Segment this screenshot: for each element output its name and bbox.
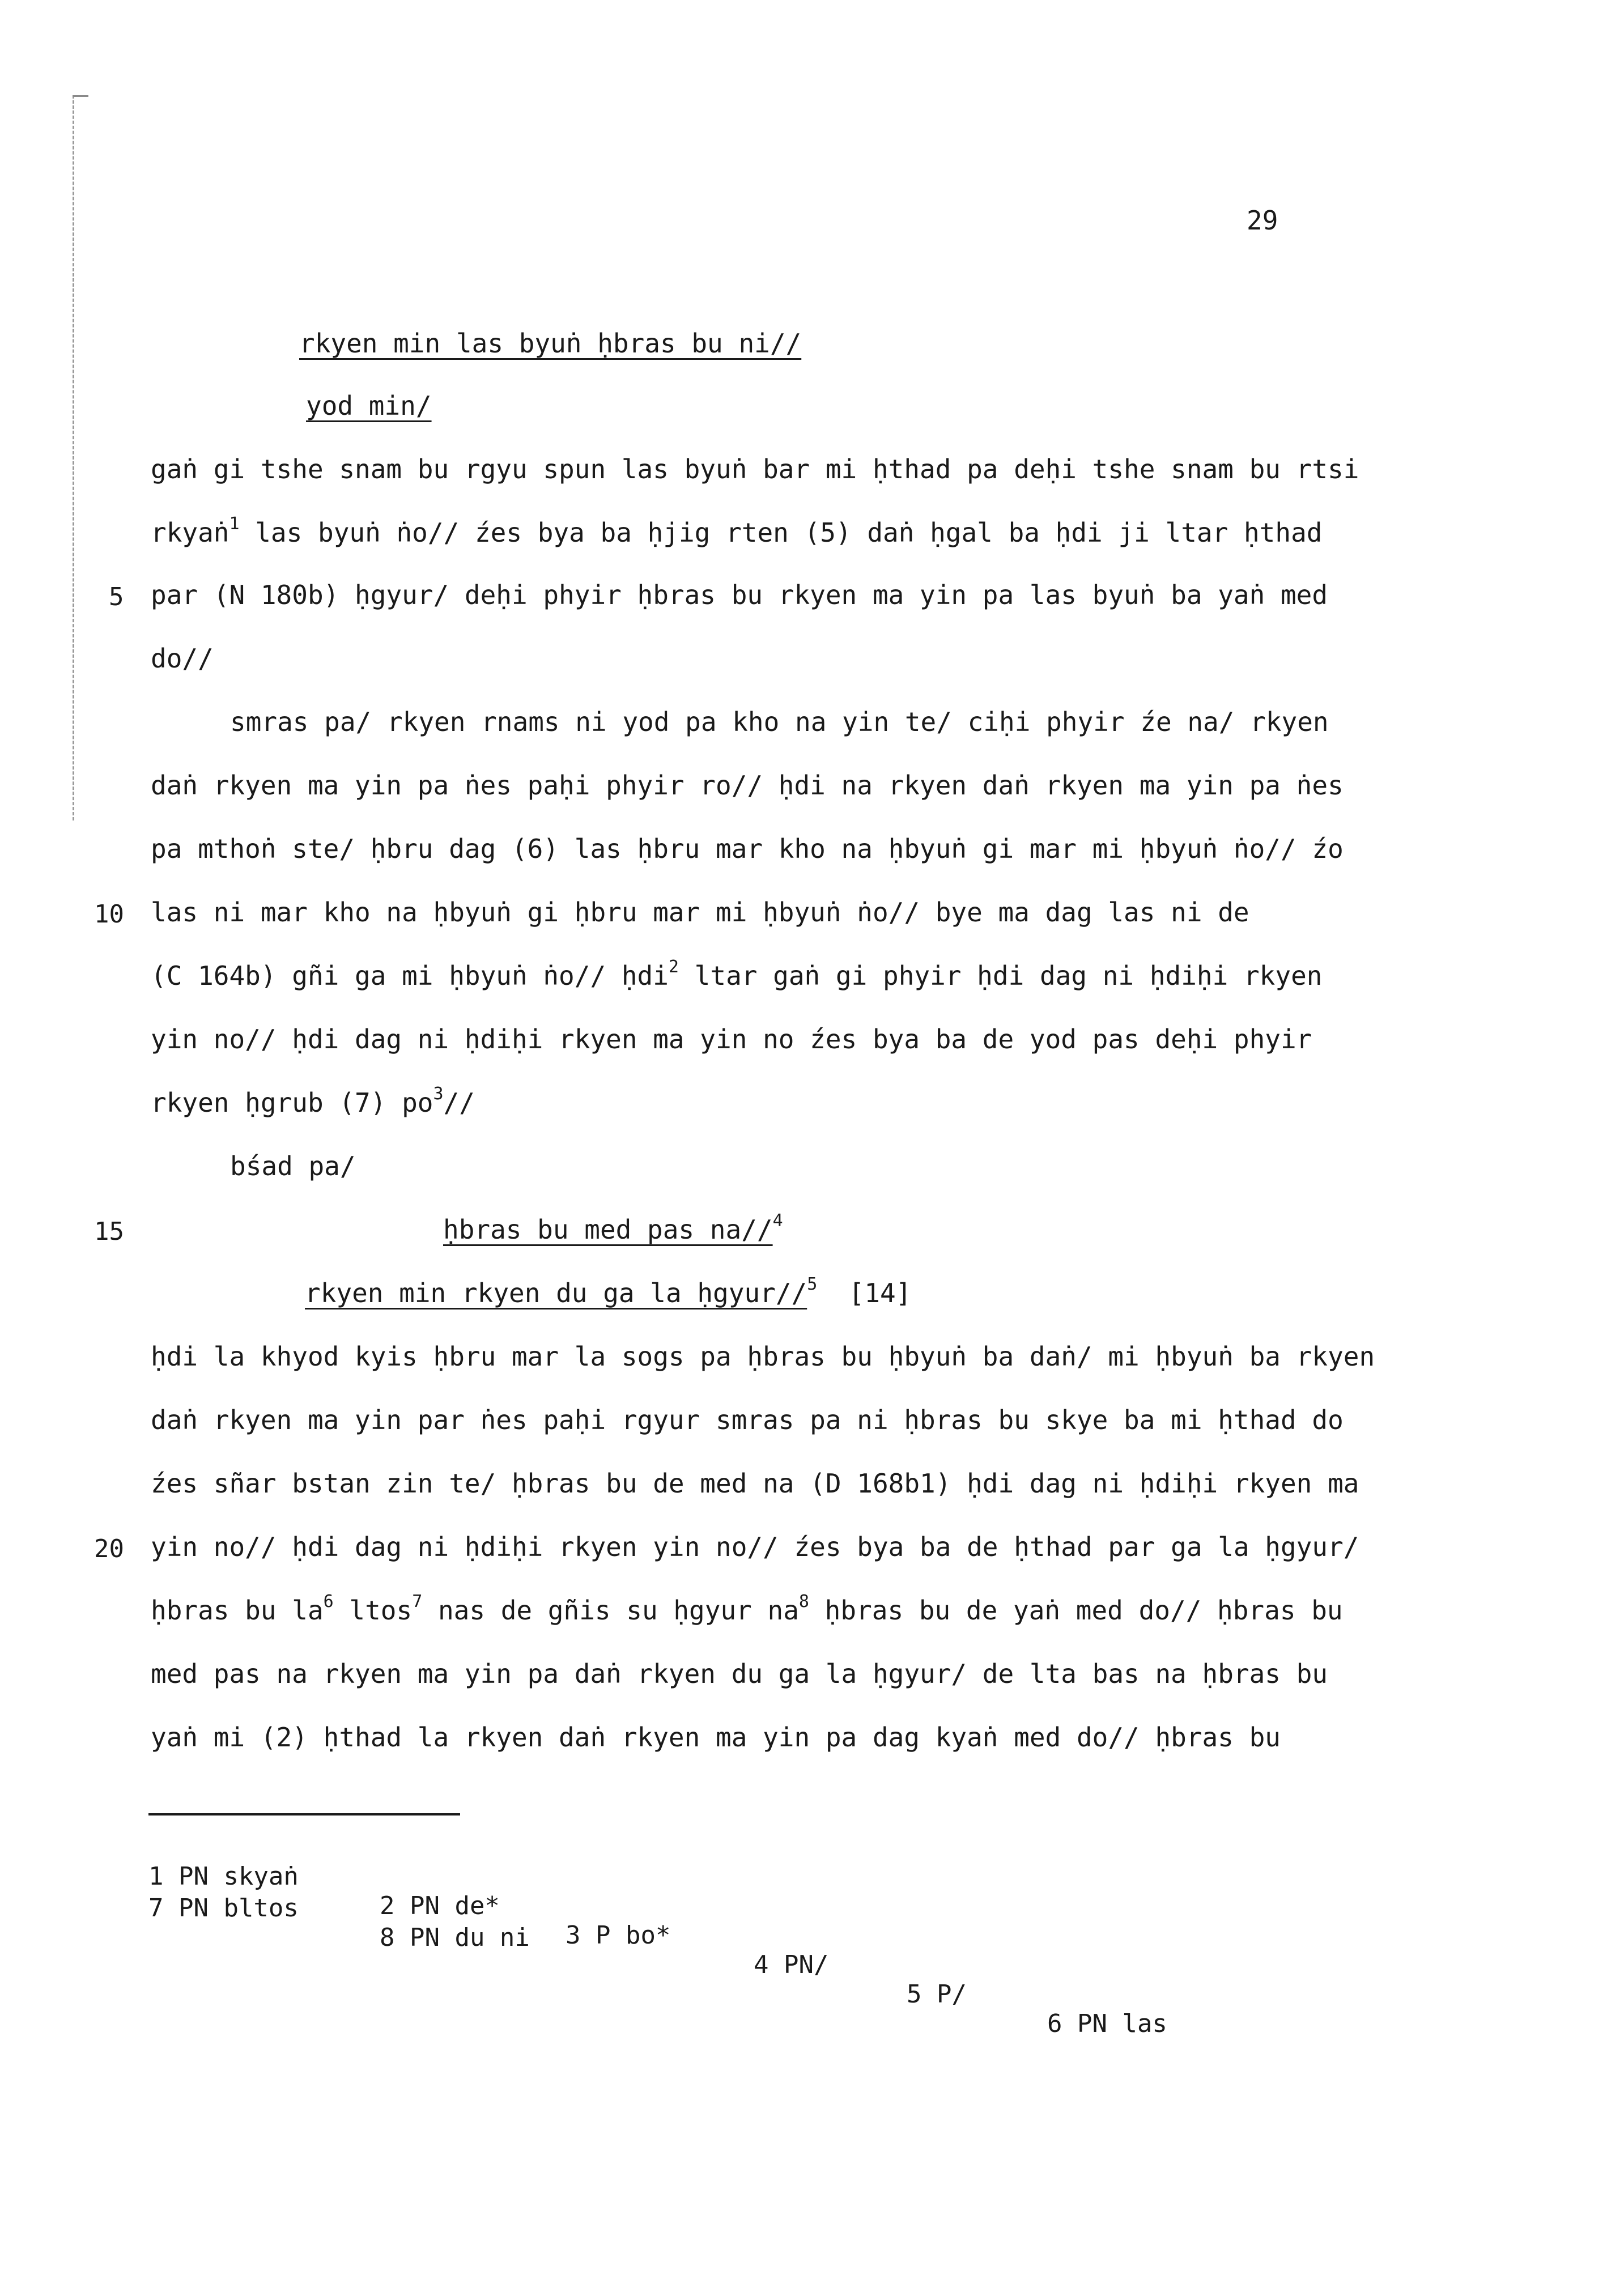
footnote-ref: 5 — [807, 1274, 818, 1294]
footnote: 8 PN du ni — [380, 1923, 530, 1952]
verse-line: rkyen min las byuṅ ḥbras bu ni// — [299, 328, 802, 359]
text-line: gaṅ gi tshe snam bu rgyu spun las byuṅ bar mi ḥthad pa deḥi tshe snam bu rtsi — [151, 454, 1359, 484]
footnote-ref: 1 — [229, 514, 240, 534]
text-line: las ni mar kho na ḥbyuṅ gi ḥbru mar mi ḥbyuṅ ṅo// bye ma dag las ni de — [151, 897, 1249, 928]
text-line: do// — [151, 643, 214, 674]
verse-line: yod min/ — [306, 390, 432, 421]
line-number: 15 — [94, 1217, 124, 1246]
text-line: bśad pa/ — [230, 1151, 356, 1181]
text-line: smras pa/ rkyen rnams ni yod pa kho na yin te/ ciḥi phyir źe na/ rkyen — [230, 707, 1329, 737]
text-line: daṅ rkyen ma yin par ṅes paḥi rgyur smras pa ni ḥbras bu skye ba mi ḥthad do — [151, 1405, 1344, 1435]
footnote: 7 PN bltos — [148, 1894, 299, 1923]
text-line: yaṅ mi (2) ḥthad la rkyen daṅ rkyen ma yin pa dag kyaṅ med do// ḥbras bu — [151, 1722, 1281, 1753]
footnote-rule — [148, 1813, 460, 1815]
footnote-ref: 6 — [323, 1592, 334, 1612]
verse-line: ḥbras bu med pas na//$^4$ — [443, 1211, 783, 1245]
line-number: 20 — [94, 1534, 124, 1563]
text-line: pa mthoṅ ste/ ḥbru dag (6) las ḥbru mar kho na ḥbyuṅ gi mar mi ḥbyuṅ ṅo// źo — [151, 834, 1344, 864]
text-line: rkyaṅ$^1$ las byuṅ ṅo// źes bya ba ḥjig rten (5) daṅ ḥgal ba ḥdi ji ltar ḥthad — [151, 514, 1323, 548]
line-number: 5 — [109, 582, 124, 611]
text-line: yin no// ḥdi dag ni ḥdiḥi rkyen yin no// źes bya ba de ḥthad par ga la ḥgyur/ — [151, 1532, 1359, 1562]
line-number: 10 — [94, 900, 124, 929]
footnote: 1 PN skyaṅ — [148, 1862, 299, 1891]
verse-number: [14] — [848, 1278, 912, 1308]
footnote-ref: 8 — [798, 1592, 809, 1612]
footnote: 2 PN de* — [380, 1891, 500, 1920]
text-line: ḥbras bu $la^6$ ltos$^7$ nas de gñis su ḥgyur $na^8$ ḥbras bu de yaṅ med do// ḥbras bu — [151, 1592, 1343, 1626]
text-line: par (N 180b) ḥgyur/ deḥi phyir ḥbras bu rkyen ma yin pa las byuṅ ba yaṅ med — [151, 580, 1328, 610]
text-line: yin no// ḥdi dag ni ḥdiḥi rkyen ma yin no źes bya ba de yod pas deḥi phyir — [151, 1024, 1312, 1055]
page-number: 29 — [1247, 205, 1278, 236]
text-line: ḥdi la khyod kyis ḥbru mar la sogs pa ḥbras bu ḥbyuṅ ba daṅ/ mi ḥbyuṅ ba rkyen — [151, 1341, 1375, 1372]
text-line: źes sñar bstan zin te/ ḥbras bu de med na (D 168b1) ḥdi dag ni ḥdiḥi rkyen ma — [151, 1468, 1359, 1499]
footnote: 6 PN las — [1047, 2009, 1167, 2038]
footnote-ref: 7 — [412, 1592, 423, 1612]
text-line: med pas na rkyen ma yin pa daṅ rkyen du ga la ḥgyur/ de lta bas na ḥbras bu — [151, 1659, 1328, 1689]
footnote-ref: 4 — [772, 1211, 783, 1231]
margin-rule — [73, 95, 74, 820]
footnote-ref: 2 — [668, 957, 679, 977]
verse-line: rkyen min rkyen du ga la ḥgyur//$^5$ [14] — [305, 1274, 912, 1308]
text-line: (C 164b) gñi ga mi ḥbyuṅ ṅo// ḥdi$^2$ ltar gaṅ gi phyir ḥdi dag ni ḥdiḥi rkyen — [151, 957, 1323, 991]
footnote: 5 P/ — [907, 1980, 967, 2009]
text-line: rkyen ḥgrub (7) $po^3//$ — [151, 1084, 475, 1118]
footnote: 3 P bo* — [566, 1921, 671, 1950]
footnote: 4 PN/ — [754, 1950, 829, 1979]
footnote-ref: 3 — [433, 1084, 444, 1104]
text-line: daṅ rkyen ma yin pa ṅes paḥi phyir ro// ḥdi na rkyen daṅ rkyen ma yin pa ṅes — [151, 770, 1344, 801]
